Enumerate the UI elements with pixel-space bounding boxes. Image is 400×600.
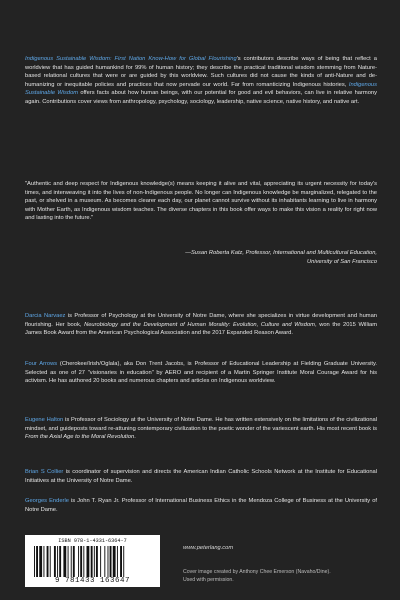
attribution-line-2: University of San Francisco [307,258,377,265]
isbn-label: ISBN 978-1-4331-6364-7 [58,538,127,544]
publisher-url[interactable]: www.peterlang.com [183,545,234,551]
author-name: Four Arrows [25,361,58,367]
description-text-1: 's contributors describe ways of being that reflect a worldview that has guided humankind for 99% of human history; they describe the practical traditional wisdom stemming from Nature-based relational cultures that were or are guided by this worldview. Such cultures did not cause the kinds of anti-Nature and de-humanizing or inequitable policies and practices that now pervade our world. Far from romanticizing Indigenous histories, [25,56,377,88]
book-title: From the Axial Age to the Moral Revolution [25,434,135,441]
endorsement-quote: "Authentic and deep respect for Indigenous knowledge(s) means keeping it alive and vital, appreciating its urgent necessity for today's times, and interweaving it into the lives of non-Indigenous people. No longer can Indigenous knowledge be marginalized, relegated to the past, or shelved in a museum. As becomes clearer each day, our planet cannot survive without its inhabitants learning to live in harmony with Mother Earth, as Indigenous wisdom teaches. The diverse chapters in this book offer ways to make this vision a reality for right now and lasting into the future." [25,181,377,222]
author-bio-enderle [25,497,377,514]
author-name: Brian S Collier [25,469,64,475]
book-title: Neurobiology and the Development of Human Morality: Evolution, Culture and Wisdom [84,321,315,328]
bio-text: is John T. Ryan Jr. Professor of International Business Ethics in the Mendoza College of Business at the University of Notre Dame. [25,498,377,513]
credit-line-1: Cover image created by Anthony Chee Emerson (Navaho/Dine). [183,569,331,575]
bio-text: , won the 2015 William James Book Award from the American Psychological Association and the 2017 Expanded Reason Award. [25,321,377,337]
bio-text: . [134,434,136,441]
credit-line-2: Used with permission. [183,576,234,583]
attribution-line-1: —Susan Roberta Katz, Professor, International and Multicultural Education, [185,250,377,256]
endorsement-attribution [25,249,377,266]
description-paragraph [25,55,377,107]
isbn-barcode [25,535,160,587]
author-name: Darcia Narvaez [25,313,66,319]
book-title: Indigenous Sustainable Wisdom: First Nation Know-How for Global Flourishing [25,56,237,62]
bio-text: is Professor of Sociology at the University of Notre Dame. He has written extensively on the limitations of the civilizational mindset, and guideposts toward re-attuning contemporary civilization to the poetic wonder of the variescent earth. His most recent book is [25,417,377,432]
author-name: Georges Enderle [25,498,69,504]
bio-text: is coordinator of supervision and directs the American Indian Catholic Schools Network at the Institute for Educational Initiatives at the University of Notre Dame. [25,469,377,484]
bio-text: (Cherokee/Irish/Oglala), aka Don Trent Jacobs, is Professor of Educational Leadership at Fielding Graduate University. Selected as one of 27 "visionaries in education" by AERO and recipient of a Martin Springer Institute Moral Courage Award for his activism. He has authored 20 books and numerous chapters and articles on Indigenous worldview. [25,361,378,385]
author-bio-collier [25,468,377,485]
description-text-2: offers facts about how human beings, with our potential for good and evil behaviors, can live in relative harmony again. Contributions cover views from anthropology, psychology, sociology, leadership, native science, native history, and native art. [25,90,377,105]
cover-credit [183,569,383,584]
barcode-bars [34,546,152,577]
bio-text: is Professor of Psychology at the University of Notre Dame, where she specializes in virtue development and human flourishing. Her book, [25,313,377,328]
author-bio-narvaez [25,312,377,338]
isbn-digits: 9 781433 163647 [54,577,130,585]
author-bio-halton [25,416,377,442]
author-name: Eugene Halton [25,417,64,423]
author-bio-four-arrows [25,360,377,386]
book-title-short: Indigenous Sustainable Wisdom [25,81,377,97]
